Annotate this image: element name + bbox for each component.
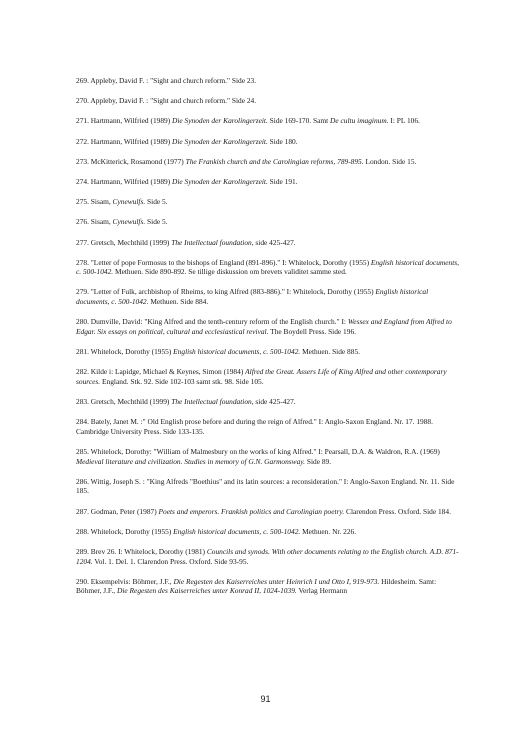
footnote-text: 287. Godman, Peter (1987) xyxy=(76,506,159,516)
footnote-title-italic: The Intellectual foundation, xyxy=(171,237,254,247)
footnote-entry xyxy=(76,258,462,277)
page-number: 91 xyxy=(260,694,271,704)
footnote-text: Methuen. Nr. 226. xyxy=(300,526,357,536)
footnote-entry xyxy=(76,157,462,167)
footnote-text: 272. Hartmann, Wilfried (1989) xyxy=(76,136,173,146)
footnote-title-italic: English historical documents, c. 500-1042. xyxy=(173,526,301,536)
footnote-text: London. Side 15. xyxy=(363,156,417,166)
footnote-text: Methuen. Side 890-892. Se tillige diskussion om brevets validitet samme sted. xyxy=(113,267,347,277)
footnote-title-italic: Die Regesten des Kaiserreiches unter Konrad II, 1024-1039. xyxy=(117,586,297,596)
footnote-title-italic: Cynewulfs. xyxy=(112,197,146,207)
footnote-text: Verlag Hermann xyxy=(296,586,348,596)
footnote-title-italic: Cynewulfs. xyxy=(112,217,146,227)
footnote-text: 277. Gretsch, Mechthild (1999) xyxy=(76,237,172,247)
footnote-text: 282. Kilde i: Lapidge, Michael & Keynes, Simon (1984) xyxy=(76,367,246,377)
footnote-title-italic: English historical documents, c. 500-1042. xyxy=(76,257,459,277)
footnote-entry xyxy=(76,397,462,407)
footnote-title-italic: Medieval literature and civilization. Studies in memory of G.N. Garmonsway. xyxy=(76,456,306,466)
footnote-title-italic: Alfred the Great. Assers Life of King Alfred and other contemporary sources. xyxy=(76,367,447,386)
footnote-text: 280. Dumville, David: "King Alfred and the tenth-century reform of the English church." I: xyxy=(76,317,348,327)
footnote-entry xyxy=(76,547,462,566)
footnote-text: 283. Gretsch, Mechthild (1999) xyxy=(76,397,172,406)
footnote-text: 279. "Letter of Fulk, archbishop of Rheims, to king Alfred (883-886)." I: Whitelock, Dorothy (1955) xyxy=(76,287,376,297)
footnote-title-italic: English historical documents, c. 500-1042. xyxy=(76,287,429,307)
footnote-entry xyxy=(76,577,462,596)
footnote-title-italic: Die Synoden der Karolingerzeit. xyxy=(172,116,268,126)
footnote-title-italic: Die Synoden der Karolingerzeit. xyxy=(172,176,268,186)
footnote-text: The Boydell Press. Side 196. xyxy=(268,326,356,336)
footnote-text: Side 169-170. Samt xyxy=(267,116,331,126)
footnote-text: Methuen. Side 885. xyxy=(300,347,360,357)
footnote-text: 274. Hartmann, Wilfried (1989) xyxy=(76,176,173,186)
footnote-entry xyxy=(76,317,462,336)
footnote-text: 284. Bately, Janet M. :" Old English prose before and during the reign of Alfred." I: Anglo-Saxon England. Nr. 17. 1988. Cambridge University Press. Side 133-135. xyxy=(76,417,433,436)
footnote-text: 281. Whitelock, Dorothy (1955) xyxy=(76,347,174,357)
footnote-entry xyxy=(76,287,462,306)
footnote-entry xyxy=(76,116,462,126)
footnote-text: Side 191. xyxy=(267,176,298,186)
footnote-text: Side 5. xyxy=(145,217,168,227)
footnote-text: 278. "Letter of pope Formosus to the bishops of England (891-896)." I: Whitelock, Dorothy (1955) xyxy=(76,257,371,267)
footnote-entry xyxy=(76,76,462,86)
footnote-entry xyxy=(76,177,462,187)
footnote-text: I: PL 106. xyxy=(388,116,420,126)
footnote-entry xyxy=(76,137,462,147)
footnote-text: 286. Wittig, Joseph S. : "King Alfreds "Boethius" and its latin sources: a reconsideration." I: Anglo-Saxon England. Nr. 11. Side 185. xyxy=(76,476,455,496)
footnote-text: 269. Appleby, David F. : "Sight and church reform." Side 23. xyxy=(76,76,257,85)
footnote-text: Side 5. xyxy=(145,197,168,207)
footnote-text: Vol. 1. Del. 1. Clarendon Press. Oxford. Side 93-95. xyxy=(92,556,249,566)
footnote-text: 290. Eksempelvis: Böhmer, J.F., xyxy=(76,576,174,586)
footnote-text: 288. Whitelock, Dorothy (1955) xyxy=(76,526,174,536)
footnote-entry xyxy=(76,507,462,517)
footnote-title-italic: Councils and synods. With other documents relating to the English church. A.D. 871-1204. xyxy=(76,546,459,566)
footnote-list xyxy=(76,76,462,606)
footnote-entry xyxy=(76,197,462,207)
footnote-entry xyxy=(76,238,462,248)
footnote-text: England. Stk. 92. Side 102-103 samt stk. 98. Side 105. xyxy=(100,376,264,386)
footnote-text: Clarendon Press. Oxford. Side 184. xyxy=(344,506,451,516)
footnote-text: 276. Sisam, xyxy=(76,217,113,227)
footnote-text: Side 89. xyxy=(305,456,332,466)
footnote-entry xyxy=(76,527,462,537)
footnote-entry xyxy=(76,217,462,227)
footnote-text: Side 180. xyxy=(267,136,298,146)
footnote-title-italic: De cultu imaginum. xyxy=(330,116,389,126)
footnote-text: 271. Hartmann, Wilfried (1989) xyxy=(76,116,173,126)
footnote-text: Hildesheim. Samt: Böhmer, J.F., xyxy=(76,576,437,596)
footnote-text: Methuen. Side 884. xyxy=(148,297,209,307)
footnote-title-italic: Wessex and England from Alfred to Edgar. Six essays on political, cultural and ecclesiastical revival. xyxy=(76,317,452,336)
footnote-title-italic: English historical documents, c. 500-1042. xyxy=(173,347,301,357)
footnote-text: side 425-427. xyxy=(253,397,296,406)
footnote-entry xyxy=(76,447,462,466)
footnote-title-italic: Die Synoden der Karolingerzeit. xyxy=(172,136,268,146)
footnote-title-italic: Die Regesten des Kaiserreiches unter Heinrich I und Otto I, 919-973. xyxy=(173,576,380,586)
footnote-title-italic: The Intellectual foundation, xyxy=(171,397,254,406)
footnote-text: 285. Whitelock, Dorothy: "William of Malmesbury on the works of king Alfred." I: Pearsall, D.A. & Waldron, R.A. (1969) xyxy=(76,446,440,456)
footnote-entry xyxy=(76,367,462,386)
footnote-entry xyxy=(76,417,462,436)
footnote-entry xyxy=(76,347,462,357)
footnote-title-italic: The Frankish church and the Carolingian reforms, 789-895. xyxy=(185,156,364,166)
footnote-text: 289. Brev 26. I: Whitelock, Dorothy (1981) xyxy=(76,546,207,556)
footnote-text: 273. McKitterick, Rosamond (1977) xyxy=(76,156,186,166)
footnote-text: 270. Appleby, David F. : "Sight and church reform." Side 24. xyxy=(76,96,257,106)
footnote-entry xyxy=(76,96,462,106)
footnote-entry xyxy=(76,477,462,496)
footnote-text: 275. Sisam, xyxy=(76,197,113,207)
footnote-title-italic: Poets and emperors. Frankish politics and Carolingian poetry. xyxy=(158,506,345,516)
footnote-text: side 425-427. xyxy=(253,237,296,247)
